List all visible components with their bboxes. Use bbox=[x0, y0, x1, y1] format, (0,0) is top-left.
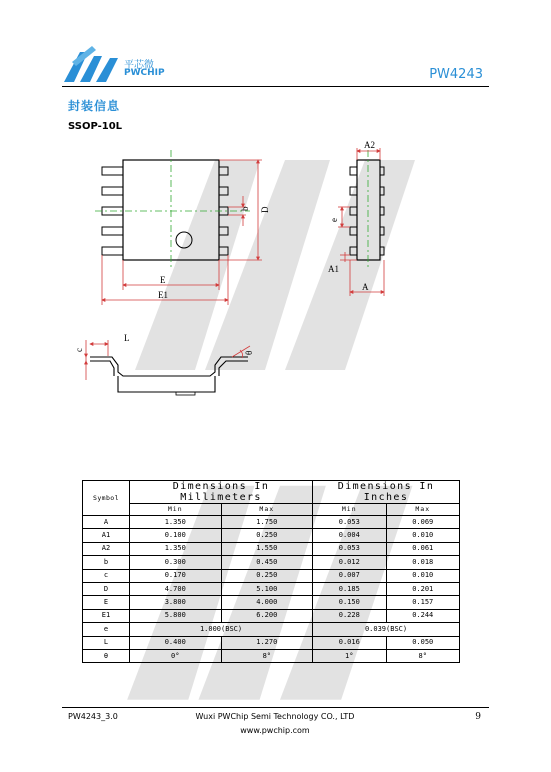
value-cell: 6.200 bbox=[221, 609, 313, 622]
symbol-cell: e bbox=[83, 623, 130, 636]
value-cell: 0.185 bbox=[313, 582, 386, 595]
value-cell: 0.150 bbox=[313, 596, 386, 609]
value-cell: 0.069 bbox=[386, 516, 460, 529]
value-cell: 8° bbox=[386, 649, 460, 662]
symbol-cell: b bbox=[83, 556, 130, 569]
value-cell: 1.000(BSC) bbox=[130, 623, 313, 636]
value-cell: 0.157 bbox=[386, 596, 460, 609]
brand-english-name: PWCHIP bbox=[124, 68, 165, 78]
value-cell: 0.244 bbox=[386, 609, 460, 622]
inch-header: Dimensions In Inches bbox=[313, 481, 460, 504]
value-cell: 0.053 bbox=[313, 516, 386, 529]
mm-min-header: Min bbox=[130, 504, 222, 516]
value-cell: 0.053 bbox=[313, 542, 386, 555]
section-title: 封装信息 bbox=[68, 99, 121, 113]
label-l: L bbox=[124, 333, 130, 343]
package-name: SSOP-10L bbox=[68, 121, 123, 132]
table-row bbox=[83, 636, 460, 649]
label-b: b bbox=[240, 206, 250, 211]
inch-max-header: Max bbox=[386, 504, 460, 516]
value-cell: 0° bbox=[130, 649, 222, 662]
table-row bbox=[83, 556, 460, 569]
symbol-cell: D bbox=[83, 582, 130, 595]
company-name: Wuxi PWChip Semi Technology CO., LTD bbox=[195, 712, 355, 721]
table-row bbox=[83, 609, 460, 622]
label-e-pitch: e bbox=[329, 218, 339, 222]
label-e-body: E bbox=[160, 275, 166, 285]
symbol-cell: A2 bbox=[83, 542, 130, 555]
value-cell: 1.270 bbox=[221, 636, 313, 649]
value-cell: 0.050 bbox=[386, 636, 460, 649]
value-cell: 0.228 bbox=[313, 609, 386, 622]
document-version: PW4243_3.0 bbox=[68, 712, 118, 721]
value-cell: 0.007 bbox=[313, 569, 386, 582]
symbol-cell: E bbox=[83, 596, 130, 609]
value-cell: 3.800 bbox=[130, 596, 222, 609]
value-cell: 0.300 bbox=[130, 556, 222, 569]
table-row bbox=[83, 649, 460, 662]
value-cell: 1.350 bbox=[130, 542, 222, 555]
value-cell: 0.010 bbox=[386, 529, 460, 542]
value-cell: 0.010 bbox=[386, 569, 460, 582]
footer-divider bbox=[62, 707, 489, 708]
symbol-header: Symbol bbox=[83, 481, 130, 516]
table-row bbox=[83, 542, 460, 555]
value-cell: 0.012 bbox=[313, 556, 386, 569]
table-row bbox=[83, 623, 460, 636]
table-row bbox=[83, 516, 460, 529]
value-cell: 5.800 bbox=[130, 609, 222, 622]
symbol-cell: A1 bbox=[83, 529, 130, 542]
value-cell: 1.350 bbox=[130, 516, 222, 529]
brand-chinese-name: 平芯微 bbox=[124, 60, 154, 71]
symbol-cell: L bbox=[83, 636, 130, 649]
table-row bbox=[83, 569, 460, 582]
table-row bbox=[83, 582, 460, 595]
value-cell: 0.400 bbox=[130, 636, 222, 649]
value-cell: 0.450 bbox=[221, 556, 313, 569]
value-cell: 0.250 bbox=[221, 569, 313, 582]
label-c: c bbox=[74, 348, 84, 352]
lead-detail-view bbox=[74, 333, 254, 395]
value-cell: 5.100 bbox=[221, 582, 313, 595]
value-cell: 0.016 bbox=[313, 636, 386, 649]
value-cell: 0.170 bbox=[130, 569, 222, 582]
table-row bbox=[83, 529, 460, 542]
label-a: A bbox=[362, 282, 369, 292]
part-number: PW4243 bbox=[429, 67, 483, 82]
symbol-cell: θ bbox=[83, 649, 130, 662]
value-cell: 0.018 bbox=[386, 556, 460, 569]
website-link[interactable]: www.pwchip.com bbox=[240, 726, 310, 735]
value-cell: 0.061 bbox=[386, 542, 460, 555]
symbol-cell: E1 bbox=[83, 609, 130, 622]
value-cell: 1.550 bbox=[221, 542, 313, 555]
table-row bbox=[83, 596, 460, 609]
symbol-cell: A bbox=[83, 516, 130, 529]
dimensions-table bbox=[82, 480, 460, 663]
label-d: D bbox=[260, 206, 270, 213]
label-e1: E1 bbox=[158, 290, 168, 300]
value-cell: 4.000 bbox=[221, 596, 313, 609]
mm-max-header: Max bbox=[221, 504, 313, 516]
value-cell: 0.039(BSC) bbox=[313, 623, 460, 636]
page-number: 9 bbox=[475, 712, 481, 722]
side-view-right bbox=[328, 140, 384, 296]
label-a1: A1 bbox=[328, 264, 339, 274]
value-cell: 0.004 bbox=[313, 529, 386, 542]
value-cell: 1° bbox=[313, 649, 386, 662]
value-cell: 0.250 bbox=[221, 529, 313, 542]
value-cell: 8° bbox=[221, 649, 313, 662]
mm-header: Dimensions In Millimeters bbox=[130, 481, 313, 504]
top-view bbox=[95, 150, 270, 305]
value-cell: 4.700 bbox=[130, 582, 222, 595]
inch-min-header: Min bbox=[313, 504, 386, 516]
label-a2: A2 bbox=[364, 140, 375, 150]
symbol-cell: c bbox=[83, 569, 130, 582]
value-cell: 0.201 bbox=[386, 582, 460, 595]
label-theta: θ bbox=[244, 350, 254, 355]
value-cell: 1.750 bbox=[221, 516, 313, 529]
value-cell: 0.100 bbox=[130, 529, 222, 542]
